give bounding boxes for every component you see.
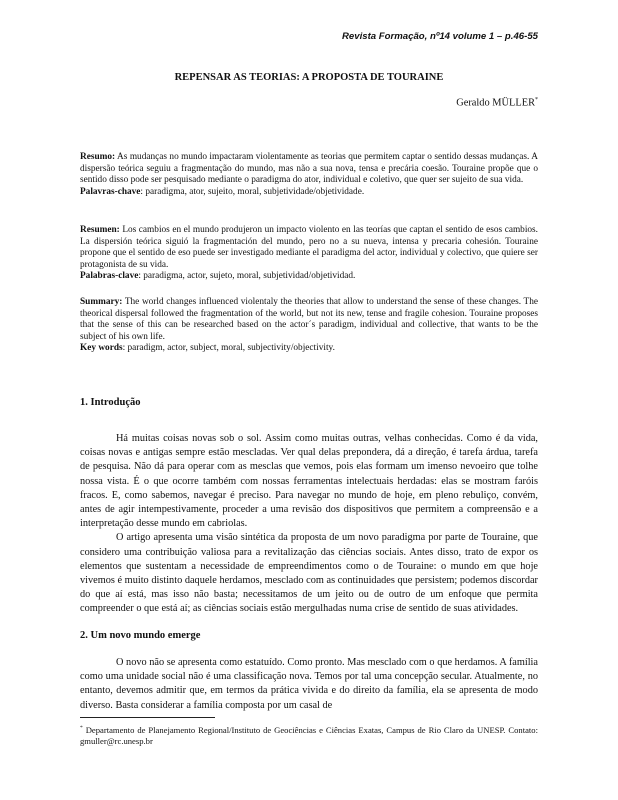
footnote-mark: * xyxy=(80,725,83,731)
footnote xyxy=(80,723,538,747)
footnote-divider xyxy=(80,717,215,718)
keywords-pt xyxy=(80,187,538,199)
paragraph: Há muitas coisas novas sob o sol. Assim como muitas outras, velhas conhecidas. Como é da vida, coisas novas e antigas sempre estão mescladas. Ver qual delas prepondera, dá a direção, é tarefa árdua, tarefa de pesquisa. Não dá para operar com as mesclas que vemos, pois elas formam um imenso nevoeiro que tolhe nossa vista. É o que ocorre também com nossas ferramentas intelectuais herdadas: elas se mostram faróis fracos. E, como sabemos, navegar é preciso. Para navegar no mundo de hoje, em pleno rebuliço, convém, antes de agir intempestivamente, proceder a uma revisão dos dispositivos que permitem a compreensão e a interpretação desse mundo em cabriolas. xyxy=(80,433,538,530)
abstract-es-text xyxy=(80,225,538,271)
section-new-world-body xyxy=(80,656,538,713)
paragraph: O artigo apresenta uma visão sintética da proposta de um novo paradigma por parte de Touraine, que considero uma contribuição valiosa para a revitalização das ciências sociais. Antes disso, trato de expor os elementos que sustentam a necessidade de empreendimentos como o de Touraine: o mundo em que hoje vivemos é muito distinto daquele herdamos, mesclado com as continuidades que persistem; podemos discordar do que aí está, mas isso não basta; necessitamos de um jeito ou de outro de um enfoque que permita compreender o que está aí; as ciências sociais estão mergulhadas numa crise de sentido de suas atividades. xyxy=(80,532,538,615)
keywords-pt-list: : paradigma, ator, sujeito, moral, subjetividade/objetividade. xyxy=(140,186,365,197)
keywords-en-label: Key words xyxy=(80,343,123,354)
author-name: Geraldo MÜLLER xyxy=(456,97,535,109)
paragraph: O novo não se apresenta como estatuído. Como pronto. Mas mesclado com o que herdamos. A família como uma unidade social não é uma classificação nova. Temos por tal uma concepção secular. Atualmente, no entanto, devemos admitir que, em termos da prática vivida e do direito da família, ela se apresenta de modo diverso. Basta considerar a família composta por um casal de xyxy=(80,657,538,711)
keywords-pt-label: Palavras-chave xyxy=(80,186,141,197)
abstract-en-body: The world changes influenced violentaly the theories that allow to understand the sense of these changes. The theorical dispersal followed the fragmentation of the world, but not its new, tense and fragile cohesion. Touraine proposes that the sense of this can be researched based on the actor´s paradigm, individual and collective, that wants to be the subject of his own life. xyxy=(80,297,538,342)
abstract-pt-body: As mudanças no mundo impactaram violentamente as teorias que permitem captar o sentido dessas mudanças. A dispersão teórica seguiu a fragmentação do mundo, mas não a sua nova, tensa e precária coesão. Touraine propõe que o sentido disso pode ser pesquisado mediante o paradigma do ator, individual e coletivo, que quer ser sujeito de sua vida. xyxy=(80,152,538,186)
abstract-pt-label: Resumo: xyxy=(80,152,116,162)
keywords-en xyxy=(80,343,538,355)
abstract-en-text xyxy=(80,297,538,343)
section-introduction-body xyxy=(80,432,538,617)
section-heading-introduction: 1. Introdução xyxy=(80,397,141,408)
keywords-en-list: : paradigm, actor, subject, moral, subjectivity/objectivity. xyxy=(122,343,335,354)
abstract-en-label: Summary: xyxy=(80,297,123,307)
keywords-es xyxy=(80,271,538,283)
abstract-english xyxy=(80,297,538,355)
author-line xyxy=(456,97,538,108)
abstract-pt-text xyxy=(80,152,538,187)
footnote-text: Departamento de Planejamento Regional/Instituto de Geociências e Ciências Exatas, Campus de Rio Claro da UNESP. Contato: gmuller@rc.unesp.br xyxy=(80,724,538,747)
abstract-spanish xyxy=(80,225,538,283)
keywords-es-list: : paradigma, actor, sujeto, moral, subjetividad/objetividad. xyxy=(138,271,356,282)
abstract-es-body: Los cambios en el mundo produjeron un impacto violento en las teorías que captan el sentido de esos cambios. La dispersión teórica siguió la fragmentación del mundo, pero no a su nueva, intensa y precaria cohesión. Touraine propone que el sentido de eso puede ser investigado mediante el paradigma del actor, individual y colectivo, que quiere ser protagonista de su vida. xyxy=(80,225,538,270)
author-footnote-mark: * xyxy=(535,97,538,103)
keywords-es-label: Palabras-clave xyxy=(80,271,139,282)
section-heading-new-world: 2. Um novo mundo emerge xyxy=(80,630,201,641)
journal-header: Revista Formação, nº14 volume 1 – p.46-55 xyxy=(342,31,538,42)
article-title: REPENSAR AS TEORIAS: A PROPOSTA DE TOURAINE xyxy=(174,72,444,83)
abstract-portuguese xyxy=(80,152,538,198)
abstract-es-label: Resumen: xyxy=(80,225,120,235)
